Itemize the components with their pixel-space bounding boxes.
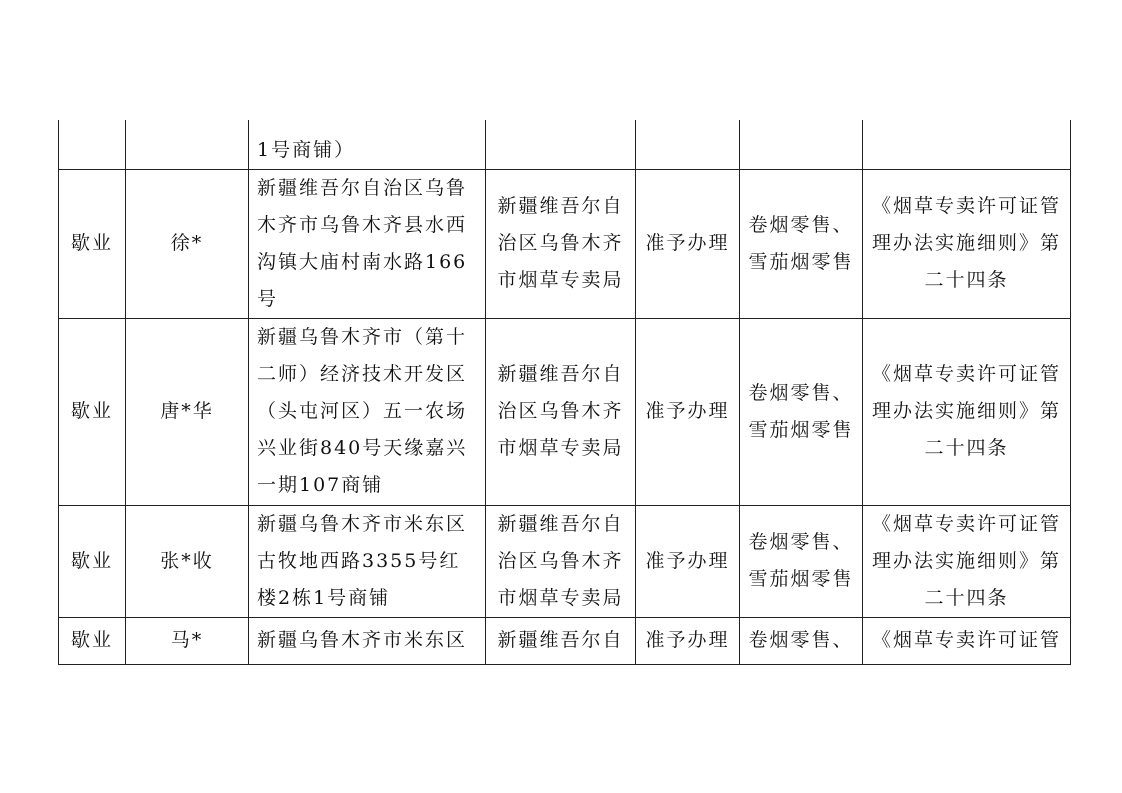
cell-decision: 准予办理 (636, 505, 740, 617)
cell-name: 唐*华 (126, 318, 249, 505)
cell-basis: 《烟草专卖许可证管 (863, 617, 1071, 664)
cell-address: 新疆维吾尔自治区乌鲁木齐市乌鲁木齐县水西沟镇大庙村南水路166号 (249, 169, 486, 318)
table-row-continuation (59, 120, 1071, 169)
cell-basis: 《烟草专卖许可证管理办法实施细则》第二十四条 (863, 169, 1071, 318)
cell-address: 1号商铺） (249, 120, 486, 169)
cell-basis (863, 120, 1071, 169)
cell-type: 歇业 (59, 169, 126, 318)
cell-scope: 卷烟零售、 (740, 617, 863, 664)
cell-name: 马* (126, 617, 249, 664)
cell-decision: 准予办理 (636, 617, 740, 664)
cell-decision: 准予办理 (636, 318, 740, 505)
cell-scope (740, 120, 863, 169)
cell-basis: 《烟草专卖许可证管理办法实施细则》第二十四条 (863, 318, 1071, 505)
cell-scope: 卷烟零售、雪茄烟零售 (740, 169, 863, 318)
cell-decision: 准予办理 (636, 169, 740, 318)
table-row (59, 318, 1071, 505)
cell-type: 歇业 (59, 505, 126, 617)
cell-scope: 卷烟零售、雪茄烟零售 (740, 505, 863, 617)
cell-authority: 新疆维吾尔自治区乌鲁木齐市烟草专卖局 (486, 505, 636, 617)
cell-decision (636, 120, 740, 169)
cell-name: 张*收 (126, 505, 249, 617)
cell-type (59, 120, 126, 169)
cell-type: 歇业 (59, 617, 126, 664)
license-table (58, 120, 1071, 665)
cell-authority: 新疆维吾尔自治区乌鲁木齐市烟草专卖局 (486, 169, 636, 318)
cell-address: 新疆乌鲁木齐市米东区古牧地西路3355号红楼2栋1号商铺 (249, 505, 486, 617)
cell-scope: 卷烟零售、雪茄烟零售 (740, 318, 863, 505)
table-row (59, 169, 1071, 318)
cell-address: 新疆乌鲁木齐市米东区 (249, 617, 486, 664)
table-row (59, 617, 1071, 664)
cell-authority (486, 120, 636, 169)
cell-address: 新疆乌鲁木齐市（第十二师）经济技术开发区（头屯河区）五一农场兴业街840号天缘嘉兴一期107商铺 (249, 318, 486, 505)
cell-name: 徐* (126, 169, 249, 318)
cell-name (126, 120, 249, 169)
cell-authority: 新疆维吾尔自治区乌鲁木齐市烟草专卖局 (486, 318, 636, 505)
cell-basis: 《烟草专卖许可证管理办法实施细则》第二十四条 (863, 505, 1071, 617)
cell-authority: 新疆维吾尔自 (486, 617, 636, 664)
cell-type: 歇业 (59, 318, 126, 505)
table-row (59, 505, 1071, 617)
